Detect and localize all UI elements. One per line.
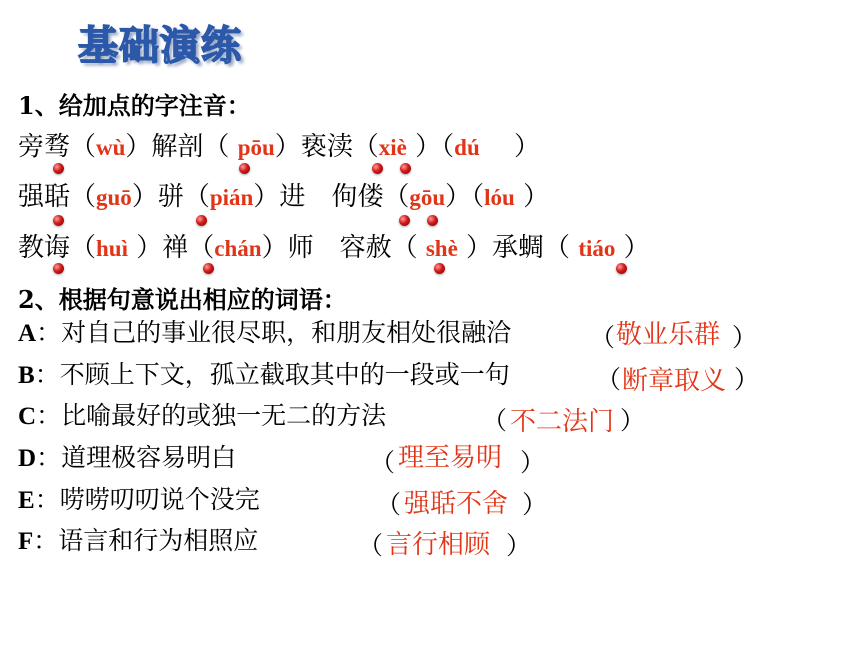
emphasis-dot xyxy=(399,215,410,226)
question-text: ：比喻最好的或独一无二的方法 xyxy=(36,401,387,430)
answer-d: 理至易明 xyxy=(398,443,503,473)
word-text: 旁骛（ xyxy=(18,132,97,162)
answer-e: 强聒不舍 xyxy=(404,489,509,519)
question-text: ：不顾上下文，孤立截取其中的一段或一句 xyxy=(34,360,510,389)
word-text: ）承蜩（ xyxy=(457,233,579,263)
question-d xyxy=(18,443,236,474)
paren-open: （ xyxy=(482,406,508,435)
emphasis-dot xyxy=(53,263,64,274)
word-text: ）（ xyxy=(445,182,485,212)
pinyin-answer: shè xyxy=(425,236,458,261)
question-label: C xyxy=(18,403,37,430)
paren-close: ） xyxy=(732,323,758,352)
pinyin-row-3 xyxy=(18,233,650,264)
question-e xyxy=(18,485,260,516)
pinyin-answer: pōu xyxy=(237,135,275,160)
question-label: D xyxy=(18,445,37,472)
word-text: ）进 佝偻（ xyxy=(253,182,410,212)
pinyin-answer: guō xyxy=(96,185,132,210)
question-text: ：对自己的事业很尽职，和朋友相处很融洽 xyxy=(36,318,512,347)
question-b xyxy=(18,360,510,391)
section1-heading: 1、给加点的字注音： xyxy=(18,91,251,120)
question-f xyxy=(18,526,258,557)
answer-a: 敬业乐群 xyxy=(616,320,721,350)
word-text: ）（ xyxy=(406,132,455,162)
answer-b: 断章取义 xyxy=(622,366,727,396)
emphasis-dot xyxy=(239,163,250,174)
word-text: ）骈（ xyxy=(131,182,210,212)
answer-f: 言行相顾 xyxy=(386,530,491,560)
emphasis-dot xyxy=(427,215,438,226)
pinyin-answer: lóu xyxy=(484,185,515,210)
emphasis-dot xyxy=(616,263,627,274)
emphasis-dot xyxy=(372,163,383,174)
word-text: 强聒（ xyxy=(18,182,97,212)
paren-open: （ xyxy=(376,490,402,519)
question-a xyxy=(18,318,511,349)
question-label: E xyxy=(18,487,35,514)
paren-close: ） xyxy=(522,490,548,519)
word-text: ） xyxy=(514,182,550,212)
word-text: ）解剖（ xyxy=(125,132,238,162)
word-text: ）亵渎（ xyxy=(274,132,379,162)
pinyin-answer: dú xyxy=(454,135,480,160)
paren-open: （ xyxy=(370,448,396,477)
paren-close: ） xyxy=(520,448,546,477)
word-text: ） xyxy=(479,132,541,162)
emphasis-dot xyxy=(203,263,214,274)
paren-close: ） xyxy=(506,531,532,560)
pinyin-answer: gōu xyxy=(409,185,446,210)
emphasis-dot xyxy=(53,215,64,226)
slide-title: 基础演练 xyxy=(78,23,242,69)
paren-open: （ xyxy=(596,365,622,394)
section2-heading: 2、根据句意说出相应的词语： xyxy=(18,285,347,314)
question-label: A xyxy=(18,320,37,347)
paren-open: （ xyxy=(358,531,384,560)
question-text: ：语言和行为相照应 xyxy=(33,526,259,555)
pinyin-answer: chán xyxy=(214,236,262,261)
paren-open: （ xyxy=(590,323,616,352)
word-text: ） xyxy=(615,233,650,263)
pinyin-answer: huì xyxy=(96,236,128,261)
pinyin-answer: xiè xyxy=(378,135,407,160)
answer-c: 不二法门 xyxy=(510,407,615,437)
emphasis-dot xyxy=(434,263,445,274)
emphasis-dot xyxy=(400,163,411,174)
question-text: ：道理极容易明白 xyxy=(36,443,237,472)
pinyin-answer: pián xyxy=(209,185,254,210)
paren-close: ） xyxy=(620,406,646,435)
question-c xyxy=(18,401,386,432)
question-label: B xyxy=(18,362,35,389)
emphasis-dot xyxy=(53,163,64,174)
paren-close: ） xyxy=(734,365,760,394)
pinyin-answer: wù xyxy=(96,135,126,160)
pinyin-row-1 xyxy=(18,132,540,163)
pinyin-answer: tiáo xyxy=(578,236,616,261)
emphasis-dot xyxy=(196,215,207,226)
word-text: 教诲（ xyxy=(18,233,97,263)
question-text: ：唠唠叨叨说个没完 xyxy=(34,485,260,514)
word-text: ）师 容赦（ xyxy=(261,233,426,263)
question-label: F xyxy=(18,528,34,555)
pinyin-row-2 xyxy=(18,182,549,213)
word-text: ）禅（ xyxy=(128,233,215,263)
